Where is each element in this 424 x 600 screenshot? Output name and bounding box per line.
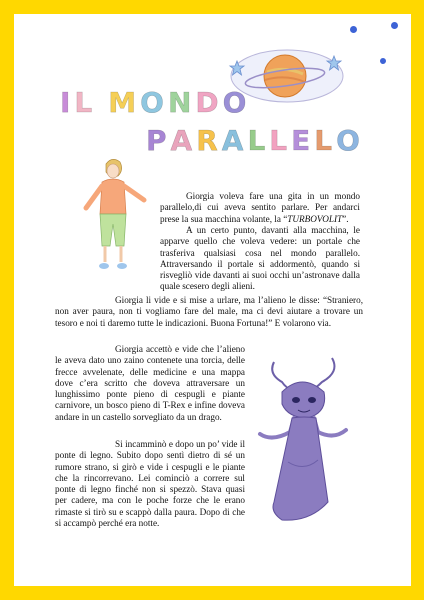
- page-title: [60, 84, 364, 164]
- star-dot: [380, 58, 386, 64]
- paragraph-5: Si incamminò e dopo un po’ vide il ponte di legno. Subito dopo sentì dietro di sé un rumore strano, si girò e vide i cespugli e le piante che la rincorrevano. Lei cominciò a correre sul ponte di legno finché non si spezzò. Stava quasi per cadere, ma con le poche forze che le erano rimaste si tirò su e scappò dalla paura. Dopo di che si accampò perché era notte.: [55, 439, 245, 529]
- star-icon: [326, 55, 342, 71]
- car-name: TURBOVOLIT: [287, 213, 343, 224]
- title-letter: O: [140, 86, 168, 119]
- title-letter: A: [221, 124, 248, 157]
- title-letter: D: [195, 86, 223, 119]
- star-dot: [350, 26, 357, 33]
- paragraph-4: Giorgia accettò e vide che l’alieno le aveva dato uno zaino contenete una torcia, delle frecce avvelenate, delle medicine e una mappa dove c’era scritto che doveva attraversare un lunghissimo ponte pieno di cespugli e piante carnivore, un bosco pieno di T-Rex e infine doveva andare in un castello sorvegliato da un drago.: [55, 344, 245, 422]
- title-line-2: [146, 124, 364, 157]
- title-letter: R: [196, 124, 222, 157]
- paragraph-3: Giorgia li vide e si mise a urlare, ma l’alieno le disse: “Straniero, non aver paura, non ti vogliamo fare del male, ma ci devi aiutare a trovare un tesoro e noi ti daremo tutte le indicazioni. Buona Fortuna!” E volarono via.: [55, 295, 363, 328]
- title-letter: L: [74, 86, 97, 119]
- paragraph-1: [160, 191, 360, 225]
- girl-drawing: [78, 156, 148, 276]
- title-letter: O: [222, 86, 251, 119]
- star-dot: [391, 22, 398, 29]
- alien-drawing: [252, 352, 352, 532]
- title-line-1: [60, 86, 250, 119]
- title-letter: L: [269, 124, 292, 157]
- title-letter: I: [60, 86, 75, 119]
- paragraph-1-text: Giorgia voleva fare una gita in un mondo parallelo,di cui aveva sentito parlare. Per andarci prese la sua macchina volante, la “TURBOVOLIT”.: [160, 191, 360, 224]
- title-letter: M: [108, 86, 141, 119]
- star-icon: [229, 60, 245, 76]
- title-letter: N: [167, 86, 196, 119]
- paragraph-2: A un certo punto, davanti alla macchina, le apparve quello che voleva vedere: un portale che trasferiva qualsiasi cosa nel mondo parallelo. Attraversando il portale si addormentò, quando si risvegliò vide davanti ai suoi occhi un’astronave dalla quale scesero degli alieni.: [160, 225, 360, 292]
- title-letter: L: [247, 124, 270, 157]
- title-letter: O: [336, 124, 364, 157]
- title-letter: L: [314, 124, 337, 157]
- title-letter: A: [170, 124, 197, 157]
- title-letter: P: [146, 124, 171, 157]
- title-letter: E: [291, 124, 315, 157]
